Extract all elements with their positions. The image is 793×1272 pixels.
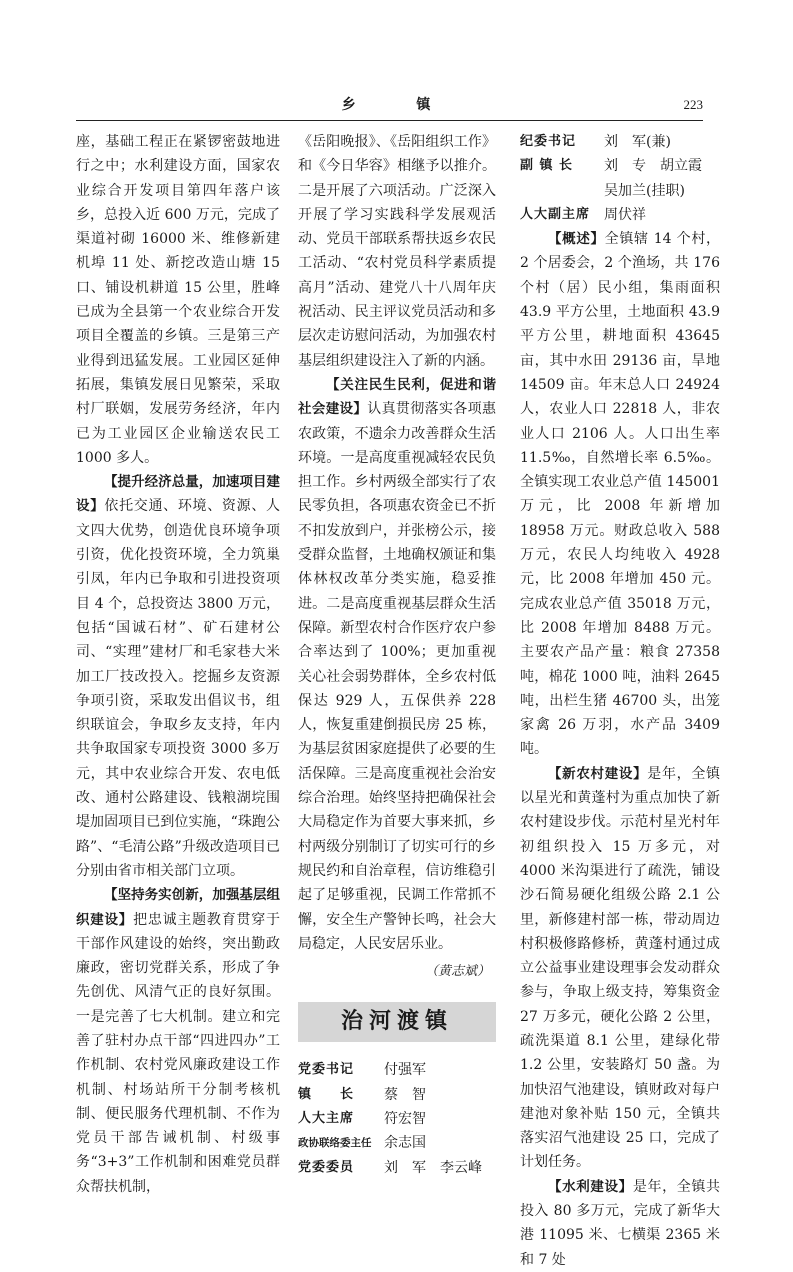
- paragraph: 【水利建设】是年，全镇共投入 80 多万元，完成了新华大港 11095 米、七横渠 2365 米和 7 处: [520, 1178, 721, 1268]
- official-names: 刘 专 胡立霞: [604, 158, 702, 175]
- official-role: 党委书记: [298, 1062, 355, 1078]
- section-heading: 【关注民生民利，促进和谐社会建设】: [298, 376, 496, 418]
- official-row: [520, 154, 720, 178]
- official-role: 政协联络委主任: [298, 1137, 372, 1150]
- official-role: 人大副主席: [520, 206, 591, 222]
- official-row: [298, 1156, 496, 1180]
- column-2: [298, 130, 496, 1180]
- paragraph: 【新农村建设】是年，全镇以星光和黄蓬村为重点加快了新农村建设步伐。示范村星光村年初组织投入 15 万多元，对 4000 米沟渠进行了疏洗，铺设沙石简易硬化组级公路 2.1 公里，新修建村部一栋，带动周边村积极修路修桥，黄蓬村通过成立公益事业建设理事会发动群众参与，争取上级支持，筹集资金 27 万多元，硬化公路 2 公里，疏洗渠道 8.1 公里，建绿化带 1.2 公里，安装路灯 50 盏。为加快沼气池建设，镇财政对每户建池对象补贴 150 元，全镇共落实沼气池建设 25 口，完成了计划任务。: [520, 765, 721, 1171]
- paragraph: 【提升经济总量，加速项目建设】依托交通、环境、资源、人文四大优势，创造优良环境争项引资，优化投资环境，全力筑巢引凤，年内已争取和引进投资项目 4 个，总投资达 3800 万元，包括“国诚石材”、矿石建材公司、“实理”建材厂和毛家巷大米加工厂技改投入。挖掘乡友资源争项引资，采取发出倡议书，组织联谊会，争取乡友支持，年内共争取国家专项投资 3000 多万元，其中农业综合开发、农电低改、通村公路建设、钱粮湖垸围堤加固项目已到位实施，“珠跑公路”、“毛清公路”升级改造项目已分别由省市相关部门立项。: [76, 474, 281, 879]
- paragraph: 【坚持务实创新，加强基层组织建设】把忠诚主题教育贯穿于干部作风建设的始终，突出勤政廉政，密切党群关系，形成了争先创优、风清气正的良好氛围。一是完善了七大机制。建立和完善了驻村办点干部“四进四办”工作机制、农村党风廉政建设工作机制、村场站所干分制考核机制、便民服务代理机制、不作为党员干部告诫机制、村级事务“3+3”工作机制和困难党员群众帮扶机制，: [76, 887, 281, 1195]
- town-title-banner: [298, 1002, 496, 1042]
- paragraph: 座，基础工程正在紧锣密鼓地进行之中；水利建设方面，国家农业综合开发项目第四年落户该乡，总投入近 600 万元，完成了渠道衬砌 16000 米、维修新建机埠 11 处、新挖改造山塘 15 口、铺设机耕道 15 公里，胜峰已成为全县第一个农业综合开发项目全覆盖的乡镇。三是第三产业得到迅猛发展。工业园区延伸拓展，集镇发展日见繁荣，采取村厂联姻，发展劳务经济，年内已为工业园区企业输送农民工 1000 多人。: [76, 134, 280, 466]
- officials-list: [298, 1058, 496, 1179]
- official-names: 刘 军 李云峰: [384, 1159, 482, 1176]
- page-number: 223: [683, 97, 703, 112]
- official-role: 纪委书记: [520, 134, 577, 149]
- section-heading: 【概述】: [548, 231, 605, 248]
- paragraph: 《岳阳晚报》、《岳阳组织工作》和《今日华容》相继予以推介。二是开展了六项活动。广泛深入开展了学习实践科学发展观活动、党员干部联系帮扶返乡农民工活动、“农村党员科学素质提高月”活动、建党八十八周年庆祝活动、民主评议党员活动和多层次走访慰问活动，为加强农村基层组织建设注入了新的内涵。: [298, 134, 496, 369]
- official-names: 周伏祥: [604, 206, 646, 223]
- official-names: 蔡 智: [384, 1086, 426, 1103]
- officials-list-continued: [520, 130, 720, 227]
- paragraph: 【关注民生民利，促进和谐社会建设】认真贯彻落实各项惠农政策，不遗余力改善群众生活环境。一是高度重视减轻农民负担工作。乡村两级全部实行了农民零负担，各项惠农资金已不折不扣发放到户，并张榜公示，接受群众监督，土地确权颁证和集体林权改革分类实施，稳妥推进。二是高度重视基层群众生活保障。新型农村合作医疗农户参合率达到了 100%；更加重视关心社会弱势群体，全乡农村低保达 929 人，五保供养 228 人，恢复重建倒损民房 25 栋，为基层贫困家庭提供了必要的生活保障。三是高度重视社会治安综合治理。始终坚持把确保社会大局稳定作为首要大事来抓，乡村两级分别制订了切实可行的乡规民约和自治章程，信访维稳引起了足够重视，民调工作常抓不懈，安全生产警钟长鸣，社会大局稳定，人民安居乐业。: [298, 376, 497, 952]
- official-names: 付强军: [384, 1062, 426, 1079]
- official-role: 人大主席: [298, 1110, 355, 1126]
- author-signature: （黄志斌）: [424, 964, 490, 980]
- official-role: 党委委员: [298, 1159, 355, 1175]
- official-role: 副 镇 长: [520, 158, 574, 174]
- official-row: [520, 130, 720, 154]
- official-row: [520, 203, 720, 227]
- page-header-title: 乡 镇: [341, 97, 459, 113]
- section-heading: 【水利建设】: [548, 1178, 633, 1195]
- official-row: [298, 1058, 496, 1082]
- official-row: [298, 1107, 496, 1131]
- section-heading: 【提升经济总量，加速项目建设】: [76, 474, 280, 515]
- official-names: 刘 军(兼): [604, 134, 671, 150]
- official-row: [298, 1131, 496, 1155]
- paragraph: 【概述】全镇辖 14 个村，2 个居委会，2 个渔场，共 176 个村（居）民小组，集雨面积 43.9 平方公里，土地面积 43.9 平方公里，耕地面积 43645 亩，其中水田 29136 亩，旱地 14509 亩。年末总人口 24924 人，农业人口 22818 人，非农业人口 2106 人。人口出生率 11.5‰，自然增长率 6.5‰。全镇实现工农业总产值 145001 万元，比 2008 年新增加 18958 万元。财政总收入 588 万元，农民人均纯收入 4928 元，比 2008 年增加 450 元。完成农业总产值 35018 万元，比 2008 年增加 8488 万元。主要农产品产量：粮食 27358 吨，棉花 1000 吨，油料 2645 吨，出栏生猪 46700 头，出笼家禽 26 万羽，水产品 3409 吨。: [520, 231, 721, 758]
- section-heading: 【坚持务实创新，加强基层组织建设】: [76, 887, 280, 928]
- official-row: [298, 1083, 496, 1107]
- town-title: 治河渡镇: [340, 1009, 453, 1035]
- official-names: 符宏智: [384, 1110, 426, 1127]
- official-row: [520, 179, 720, 203]
- header-rule: [76, 120, 703, 121]
- section-heading: 【新农村建设】: [548, 765, 648, 782]
- official-names: 吴加兰(挂职): [604, 182, 685, 199]
- official-names: 余志国: [384, 1135, 426, 1152]
- column-3: [520, 130, 720, 1272]
- official-role: 镇 长: [298, 1086, 355, 1102]
- column-1: [76, 130, 280, 1199]
